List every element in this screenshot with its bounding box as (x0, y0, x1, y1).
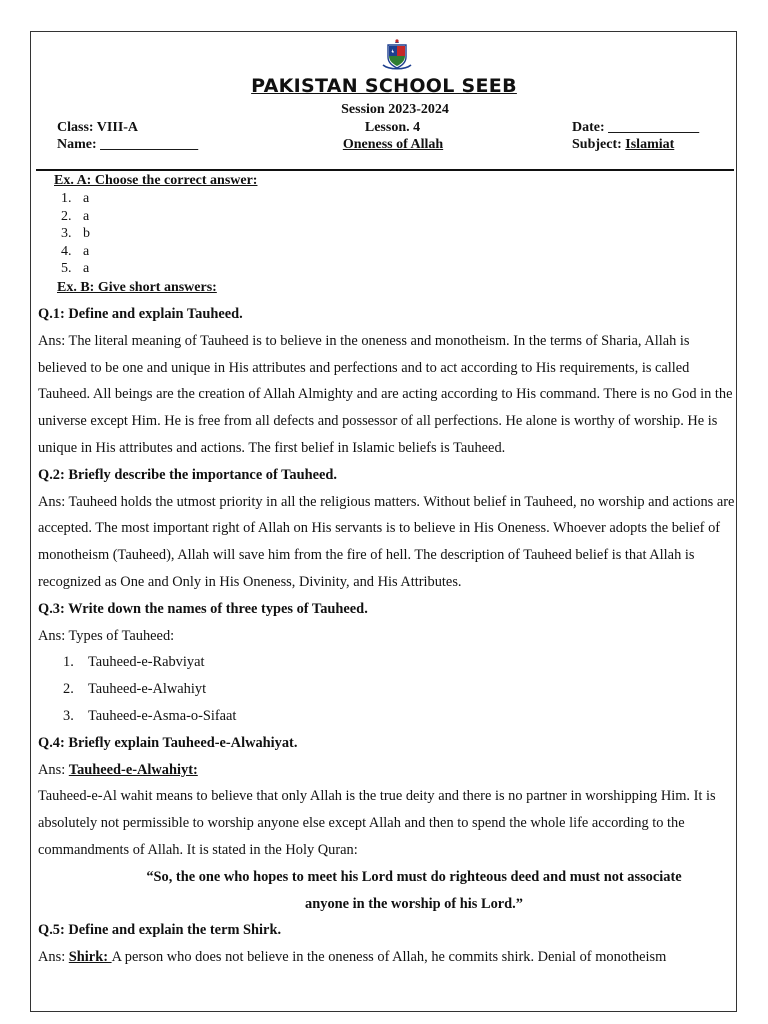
session-year: Session 2023-2024 (341, 102, 449, 117)
list-item (38, 676, 738, 703)
item-number: 5. (61, 261, 72, 277)
subject-field (572, 137, 674, 153)
item-number: 1. (63, 654, 74, 671)
list-item (38, 703, 738, 730)
answer-3-intro: Ans: Types of Tauheed: (38, 627, 175, 644)
item-answer: a (83, 208, 90, 224)
item-number: 2. (61, 208, 72, 224)
quran-quote-line-1: “So, the one who hopes to meet his Lord must do righteous deed and must not associate (146, 868, 682, 885)
subject-value: Islamiat (625, 137, 675, 152)
item-answer: a (83, 243, 90, 259)
quran-quote-line-2: anyone in the worship of his Lord.” (305, 895, 523, 912)
ans-prefix: Ans: (38, 949, 69, 966)
answer-5 (38, 944, 738, 971)
question-4: Q.4: Briefly explain Tauheed-e-Alwahiyat. (38, 734, 298, 751)
mcq-answer-list (61, 190, 90, 278)
list-item (61, 260, 90, 278)
tauheed-types-list (38, 649, 738, 729)
list-item (61, 243, 90, 261)
list-item (61, 190, 90, 208)
answer-4-heading-line (38, 757, 738, 784)
item-number: 3. (63, 707, 74, 724)
lesson-number: Lesson. 4 (364, 120, 421, 135)
item-answer: a (83, 261, 90, 277)
lesson-topic: Oneness of Allah (342, 137, 444, 152)
name-field: Name: ______________ (57, 137, 199, 152)
exercise-b-title: Ex. B: Give short answers: (57, 280, 217, 295)
answer-2: Ans: Tauheed holds the utmost priority in all the religious matters. Without belief in Tauheed, no worship and actions are accepted. The most important right of Allah on His servants is to believe in His Oneness. Whoever adopts the belief of monotheism (Tauheed), Allah will save him from the fire of hell. The description of Tauheed belief is that Allah is recognized as One and Only in His Oneness, Divinity, and His Attributes. (38, 493, 735, 590)
ans-heading: Tauheed-e-Alwahiyt: (68, 761, 198, 778)
item-text: Tauheed-e-Alwahiyt (88, 681, 207, 698)
ans-prefix: Ans: (38, 761, 69, 778)
answer-1: Ans: The literal meaning of Tauheed is to believe in the oneness and monotheism. In the terms of Sharia, Allah is believed to be one and unique in His attributes and perfections and to act according to His requirements, is called Tauheed. All beings are the creation of Allah Almighty and are acting according to His command. There is no God in the universe except Him. He is free from all defects and possessor of all perfections. He alone is worthy of worship. He is unique in His attributes and actions. The first belief in Islamic beliefs is Tauheed. (38, 332, 733, 456)
exercise-a-title: Ex. A: Choose the correct answer: (54, 173, 258, 188)
question-3: Q.3: Write down the names of three types of Tauheed. (38, 600, 368, 617)
school-name: PAKISTAN SCHOOL SEEB (251, 75, 517, 97)
list-item (38, 649, 738, 676)
list-item (61, 225, 90, 243)
question-2: Q.2: Briefly describe the importance of Tauheed. (38, 466, 337, 483)
item-number: 3. (61, 226, 72, 242)
list-item (61, 208, 90, 226)
class-label: Class: VIII-A (57, 120, 139, 135)
answer-5-text: A person who does not believe in the oneness of Allah, he commits shirk. Denial of monotheism (111, 949, 667, 966)
item-text: Tauheed-e-Asma-o-Sifaat (88, 707, 237, 724)
item-answer: a (83, 191, 90, 206)
item-answer: b (83, 226, 90, 242)
answer-4: Tauheed-e-Al wahit means to believe that only Allah is the true deity and there is no partner in worshipping Him. It is absolutely not permissible to worship anyone else except Allah and then to spend the whole life according to the commandments of Allah. It is stated in the Holy Quran: (38, 788, 716, 858)
ans-heading: Shirk: (68, 949, 112, 966)
question-5: Q.5: Define and explain the term Shirk. (38, 922, 282, 939)
date-field: Date: _____________ (572, 120, 700, 135)
item-number: 4. (61, 243, 72, 259)
subject-label: Subject: (572, 137, 626, 152)
item-number: 1. (61, 191, 72, 206)
item-number: 2. (63, 681, 74, 698)
school-crest-icon (381, 37, 413, 71)
short-answers (38, 301, 738, 971)
item-text: Tauheed-e-Rabviyat (88, 654, 205, 671)
header-divider (36, 169, 734, 171)
question-1: Q.1: Define and explain Tauheed. (38, 306, 243, 322)
